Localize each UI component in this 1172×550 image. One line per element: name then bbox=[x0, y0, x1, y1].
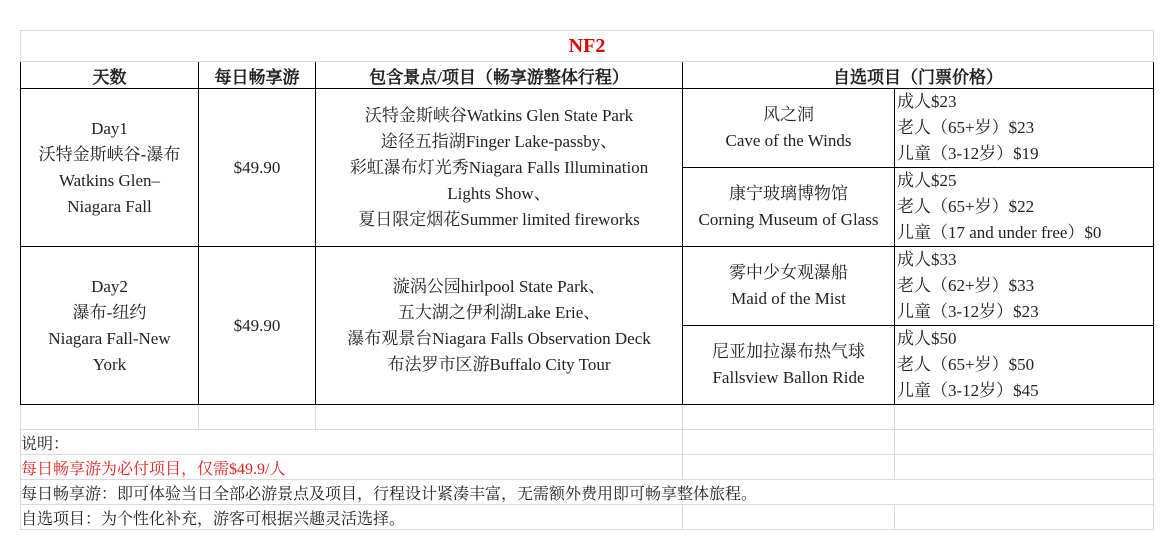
empty-cell bbox=[21, 405, 199, 430]
optional-name: 风之洞 Cave of the Winds bbox=[683, 89, 895, 168]
empty-cell bbox=[895, 430, 1154, 455]
include-item: 沃特金斯峡谷Watkins Glen State Park bbox=[364, 105, 634, 125]
note-daily: 每日畅享游：即可体验当日全部必游景点及项目，行程设计紧凑丰富，无需额外费用即可畅享整体旅程。 bbox=[21, 480, 1154, 505]
day-label: Day2 bbox=[91, 276, 128, 296]
day1-includes bbox=[316, 89, 683, 247]
route-cn: 瀑布-纽约 bbox=[72, 302, 147, 322]
sheet-title: NF2 bbox=[21, 31, 1154, 62]
optional-prices: 成人$33 老人（62+岁）$33 儿童（3-12岁）$23 bbox=[895, 247, 1154, 326]
empty-cell bbox=[895, 505, 1154, 530]
empty-cell bbox=[199, 405, 316, 430]
optional-prices: 成人$50 老人（65+岁）$50 儿童（3-12岁）$45 bbox=[895, 326, 1154, 405]
optional-prices: 成人$23 老人（65+岁）$23 儿童（3-12岁）$19 bbox=[895, 89, 1154, 168]
spreadsheet bbox=[20, 30, 1153, 530]
header-daily: 每日畅享游 bbox=[199, 62, 316, 89]
day1-cell bbox=[21, 89, 199, 247]
header-optional: 自选项目（门票价格） bbox=[683, 62, 1154, 89]
day2-cell bbox=[21, 247, 199, 405]
include-item: 途径五指湖Finger Lake-passby、 bbox=[380, 131, 618, 151]
route-en: York bbox=[92, 354, 127, 374]
notes-heading: 说明： bbox=[21, 430, 683, 455]
itinerary-table bbox=[20, 30, 1154, 530]
route-cn: 沃特金斯峡谷-瀑布 bbox=[38, 144, 181, 164]
empty-cell bbox=[683, 455, 895, 480]
include-item: 夏日限定烟花Summer limited fireworks bbox=[358, 209, 640, 229]
note-optional: 自选项目：为个性化补充，游客可根据兴趣灵活选择。 bbox=[21, 505, 683, 530]
empty-cell bbox=[683, 430, 895, 455]
include-item: 瀑布观景台Niagara Falls Observation Deck bbox=[347, 328, 651, 348]
include-item: Lights Show、 bbox=[447, 183, 551, 203]
optional-name: 康宁玻璃博物馆 Corning Museum of Glass bbox=[683, 168, 895, 247]
route-en: Niagara Fall bbox=[67, 196, 152, 216]
route-en: Watkins Glen– bbox=[58, 170, 161, 190]
day2-includes bbox=[316, 247, 683, 405]
empty-cell bbox=[895, 405, 1154, 430]
header-days: 天数 bbox=[21, 62, 199, 89]
optional-name: 雾中少女观瀑船 Maid of the Mist bbox=[683, 247, 895, 326]
include-item: 彩虹瀑布灯光秀Niagara Falls Illumination bbox=[349, 157, 649, 177]
day-label: Day1 bbox=[91, 118, 128, 138]
include-item: 漩涡公园hirlpool State Park、 bbox=[392, 276, 606, 296]
day1-price: $49.90 bbox=[199, 89, 316, 247]
optional-prices: 成人$25 老人（65+岁）$22 儿童（17 and under free）$0 bbox=[895, 168, 1154, 247]
empty-cell bbox=[683, 505, 895, 530]
header-includes: 包含景点/项目（畅享游整体行程） bbox=[316, 62, 683, 89]
note-required: 每日畅享游为必付项目，仅需$49.9/人 bbox=[21, 455, 683, 480]
include-item: 五大湖之伊利湖Lake Erie、 bbox=[397, 302, 601, 322]
optional-name: 尼亚加拉瀑布热气球 Fallsview Ballon Ride bbox=[683, 326, 895, 405]
day2-price: $49.90 bbox=[199, 247, 316, 405]
empty-cell bbox=[316, 405, 683, 430]
empty-cell bbox=[895, 455, 1154, 480]
include-item: 布法罗市区游Buffalo City Tour bbox=[387, 354, 611, 374]
route-en: Niagara Fall-New bbox=[48, 328, 171, 348]
empty-cell bbox=[683, 405, 895, 430]
